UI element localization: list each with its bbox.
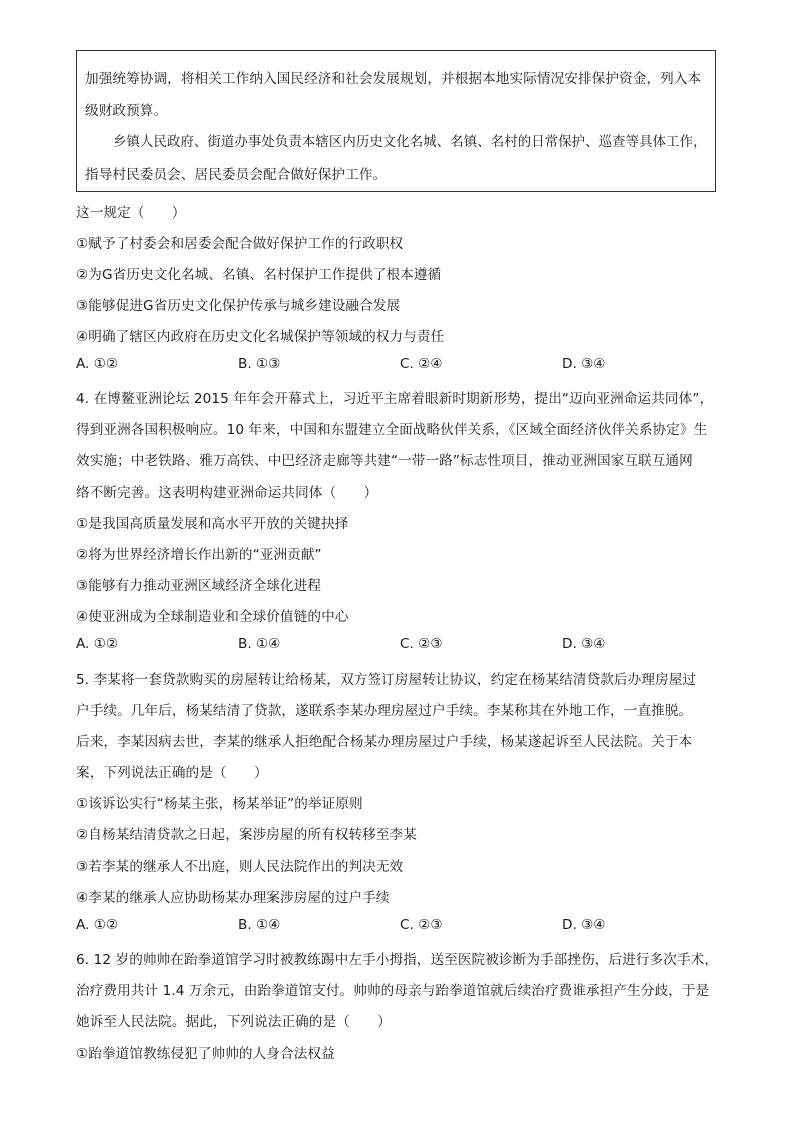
box-line: 级财政预算。 xyxy=(85,103,168,119)
q4-stem-line: 得到亚洲各国积极响应。10 年来，中国和东盟建立全面战略伙伴关系，《区域全面经济伙伴关系协定》生 xyxy=(76,422,708,438)
q5-item: ②自杨某结清贷款之日起，案涉房屋的所有权转移至李某 xyxy=(76,827,417,843)
quoted-regulation-box xyxy=(76,50,716,192)
q4-item: ③能够有力推动亚洲区域经济全球化进程 xyxy=(76,578,322,594)
q6-item: ①跆拳道馆教练侵犯了帅帅的人身合法权益 xyxy=(76,1046,335,1062)
q6-stem-line: 治疗费用共计 1.4 万余元，由跆拳道馆支付。帅帅的母亲与跆拳道馆就后续治疗费谁承担产生分歧，于是 xyxy=(76,983,710,999)
q5-stem-line: 户手续。几年后，杨某结清了贷款，遂联系李某办理房屋过户手续。李某称其在外地工作，一直推脱。 xyxy=(76,703,693,719)
q3-option-b[interactable]: B. ①③ xyxy=(238,356,281,372)
q4-stem-line: 4. 在博鳌亚洲论坛 2015 年年会开幕式上，习近平主席着眼新时期新形势，提出“迈向亚洲命运共同体”， xyxy=(76,391,714,407)
q3-item: ③能够促进G省历史文化保护传承与城乡建设融合发展 xyxy=(76,298,401,314)
q5-option-d[interactable]: D. ③④ xyxy=(562,917,606,933)
q4-option-c[interactable]: C. ②③ xyxy=(400,636,443,652)
q4-option-a[interactable]: A. ①② xyxy=(76,636,119,652)
q3-option-c[interactable]: C. ②④ xyxy=(400,356,443,372)
q4-option-b[interactable]: B. ①④ xyxy=(238,636,281,652)
box-line: 加强统筹协调，将相关工作纳入国民经济和社会发展规划，并根据本地实际情况安排保护资金，列入本 xyxy=(85,71,702,87)
q3-option-d[interactable]: D. ③④ xyxy=(562,356,606,372)
q4-option-d[interactable]: D. ③④ xyxy=(562,636,606,652)
q5-stem-line: 后来，李某因病去世，李某的继承人拒绝配合杨某办理房屋过户手续，杨某遂起诉至人民法院。关于本 xyxy=(76,734,693,750)
q4-item: ①是我国高质量发展和高水平开放的关键抉择 xyxy=(76,516,349,532)
q6-stem-line: 她诉至人民法院。据此，下列说法正确的是（ ） xyxy=(76,1014,391,1030)
q4-item: ②将为世界经济增长作出新的“亚洲贡献” xyxy=(76,547,322,563)
box-line: 指导村民委员会、居民委员会配合做好保护工作。 xyxy=(85,167,387,183)
q5-item: ③若李某的继承人不出庭，则人民法院作出的判决无效 xyxy=(76,859,404,875)
q5-item: ①该诉讼实行“杨某主张，杨某举证”的举证原则 xyxy=(76,796,363,812)
q4-item: ④使亚洲成为全球制造业和全球价值链的中心 xyxy=(76,609,349,625)
q4-stem-line: 效实施；中老铁路、雅万高铁、中巴经济走廊等共建“一带一路”标志性项目，推动亚洲国家互联互通网 xyxy=(76,453,693,469)
q5-stem-line: 案，下列说法正确的是（ ） xyxy=(76,765,268,781)
q6-stem-line: 6. 12 岁的帅帅在跆拳道馆学习时被教练踢中左手小拇指，送至医院被诊断为手部挫伤，后进行多次手术， xyxy=(76,952,719,968)
q5-option-b[interactable]: B. ①④ xyxy=(238,917,281,933)
q3-item: ④明确了辖区内政府在历史文化名城保护等领域的权力与责任 xyxy=(76,329,445,345)
q4-stem-line: 络不断完善。这表明构建亚洲命运共同体（ ） xyxy=(76,485,378,501)
q3-stem: 这一规定（ ） xyxy=(76,205,186,221)
q5-stem-line: 5. 李某将一套贷款购买的房屋转让给杨某，双方签订房屋转让协议，约定在杨某结清贷款后办理房屋过 xyxy=(76,672,697,688)
q5-item: ④李某的继承人应协助杨某办理案涉房屋的过户手续 xyxy=(76,890,390,906)
q5-option-c[interactable]: C. ②③ xyxy=(400,917,443,933)
q3-option-a[interactable]: A. ①② xyxy=(76,356,119,372)
q5-option-a[interactable]: A. ①② xyxy=(76,917,119,933)
q3-item: ②为G省历史文化名城、名镇、名村保护工作提供了根本遵循 xyxy=(76,267,442,283)
q3-item: ①赋予了村委会和居委会配合做好保护工作的行政职权 xyxy=(76,236,404,252)
box-line: 乡镇人民政府、街道办事处负责本辖区内历史文化名城、名镇、名村的日常保护、巡查等具体工作， xyxy=(113,135,707,150)
